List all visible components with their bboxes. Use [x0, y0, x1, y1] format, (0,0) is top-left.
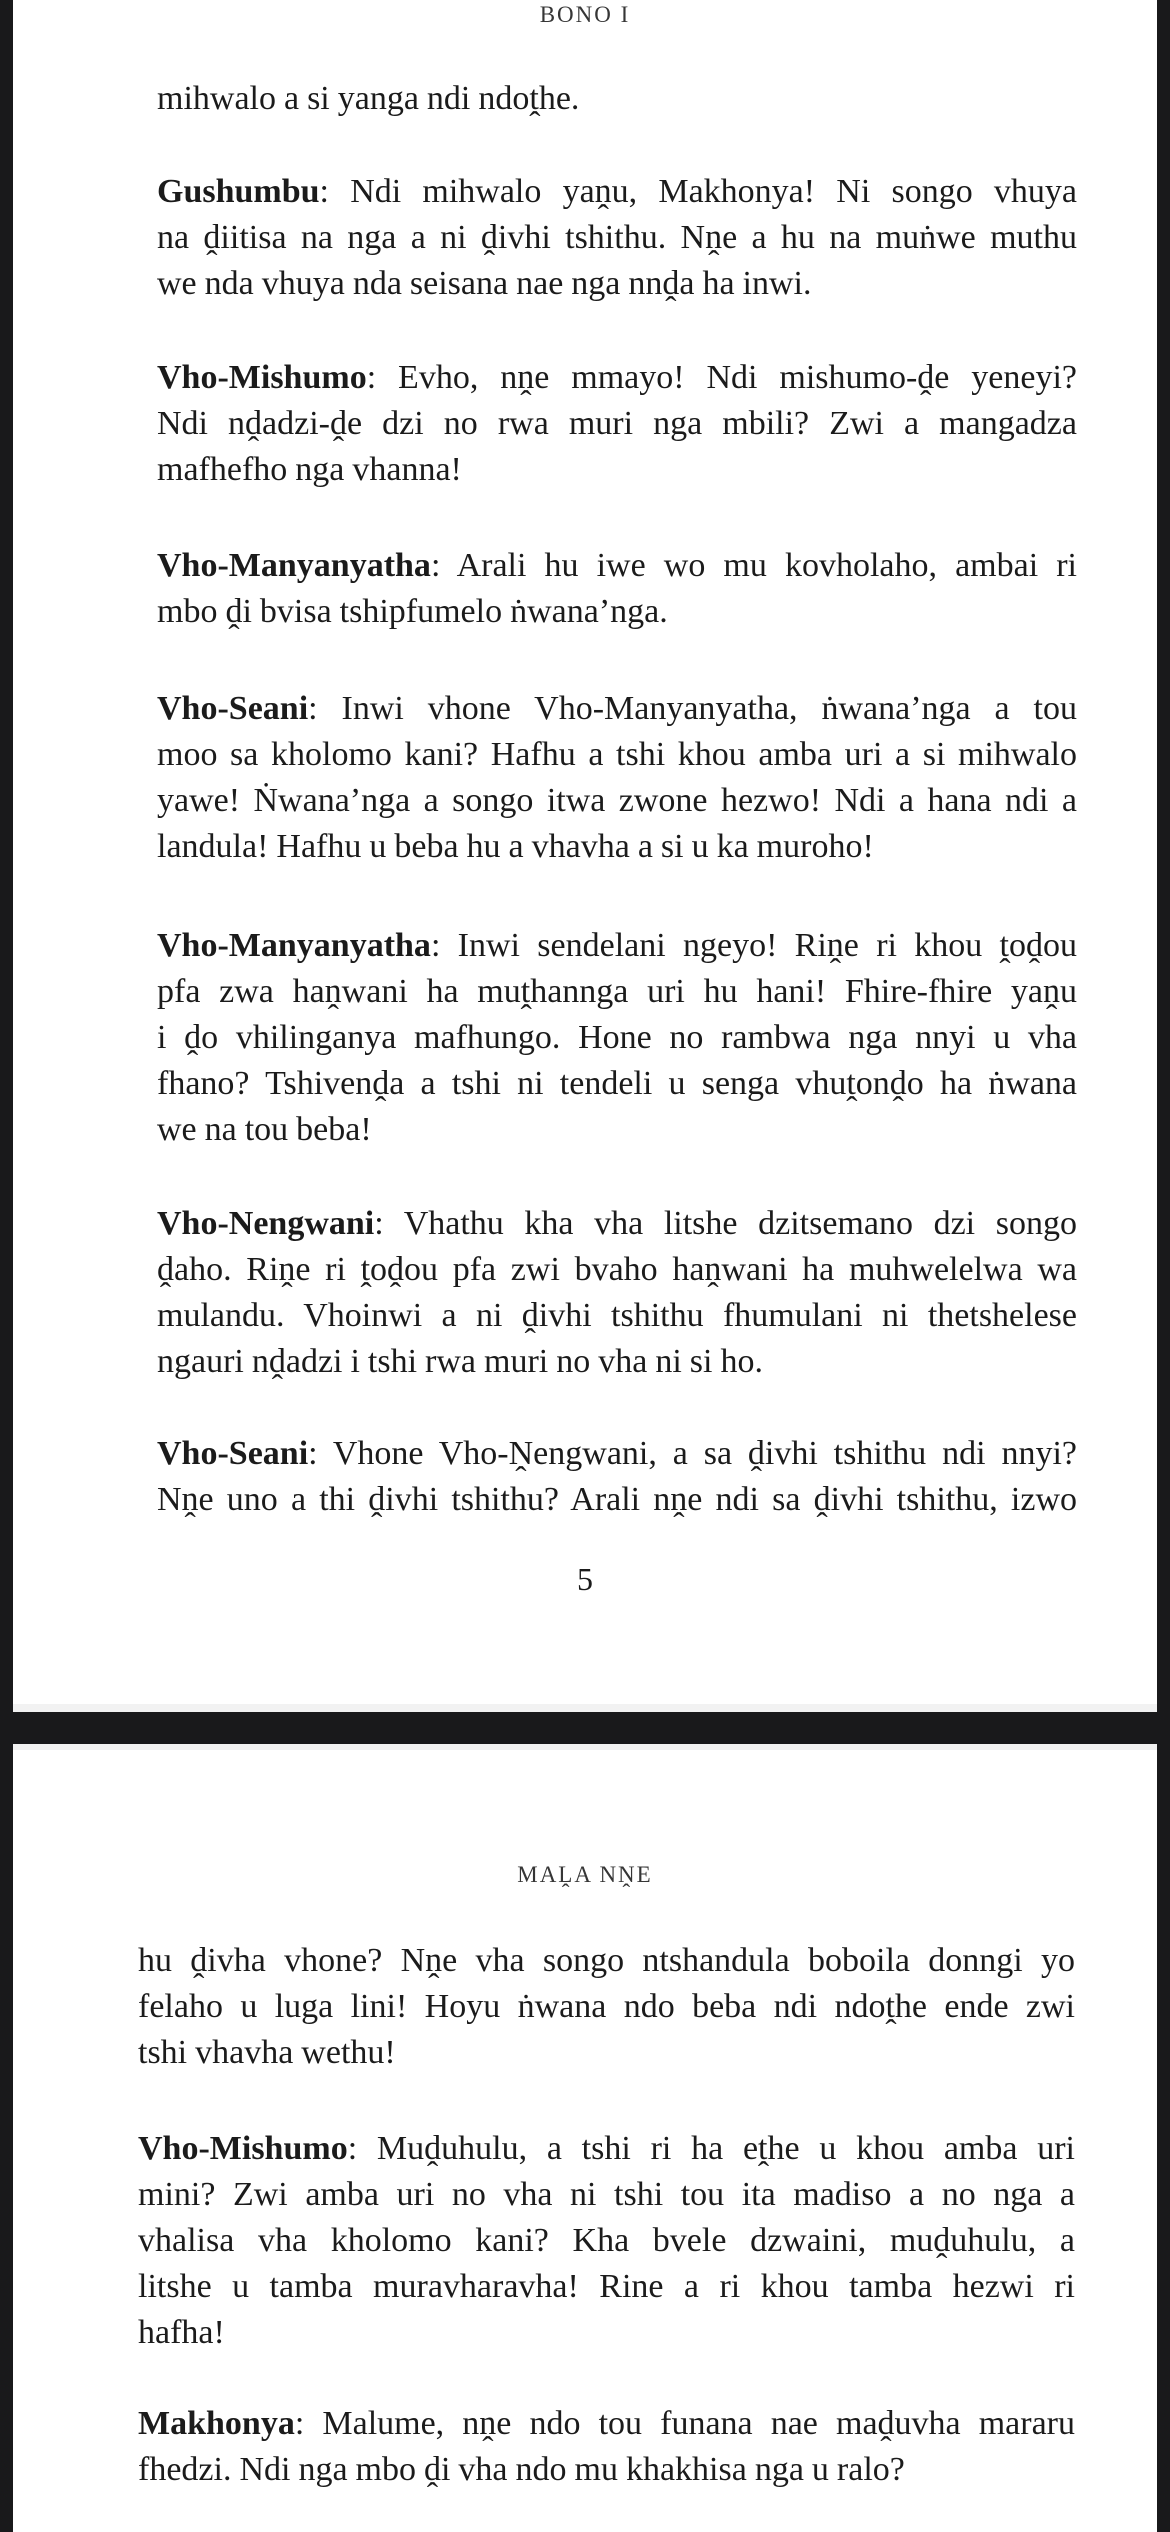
text-line: mafhefho nga vhanna! [157, 451, 462, 488]
dialogue-paragraph [157, 923, 1077, 1153]
text-line: ngauri nḓadzi i tshi rwa muri no vha ni si ho. [157, 1343, 763, 1380]
text-line: mbo ḓi bvisa tshipfumelo ṅwana’nga. [157, 593, 668, 630]
speaker-name: Makhonya [138, 2405, 295, 2442]
text-line: i ḓo vhilinganya mafhungo. Hone no rambwa nga nnyi u vha [157, 1019, 1077, 1056]
text-line: mulandu. Vhoinwi a ni ḓivhi tshithu fhumulani ni thetshelese [157, 1297, 1077, 1334]
text-line: Ndi nḓadzi-ḓe dzi no rwa muri nga mbili? Zwi a mangadza [157, 405, 1077, 442]
running-header-page-top: BONO I [539, 2, 631, 27]
text-line: we na tou beba! [157, 1111, 372, 1148]
text-line: Vho-Mishumo: Evho, nṋe mmayo! Ndi mishumo-ḓe yeneyi? [157, 359, 1077, 396]
text-line: vhalisa vha kholomo kani? Kha bvele dzwaini, muḓuhulu, a [138, 2222, 1075, 2259]
text-line: yawe! Ṅwana’nga a songo itwa zwone hezwo! Ndi a hana ndi a [157, 782, 1077, 819]
text-line: ḓaho. Riṋe ri ṱoḓou pfa zwi bvaho haṋwani ha muhwelelwa wa [157, 1251, 1077, 1288]
text-line: Gushumbu: Ndi mihwalo yaṋu, Makhonya! Ni songo vhuya [157, 173, 1077, 210]
speaker-name: Vho-Manyanyatha [157, 547, 431, 584]
text-line: hu ḓivha vhone? Nṋe vha songo ntshandula boboila donngi yo [138, 1942, 1075, 1979]
speaker-name: Vho-Mishumo [138, 2130, 348, 2167]
text-line: fhedzi. Ndi nga mbo ḓi vha ndo mu khakhisa nga u ralo? [138, 2451, 905, 2488]
text-line: moo sa kholomo kani? Hafhu a tshi khou amba uri a si mihwalo [157, 736, 1077, 773]
text-line: Vho-Seani: Vhone Vho-Ṋengwani, a sa ḓivhi tshithu ndi nnyi? [157, 1435, 1077, 1472]
speaker-name: Vho-Mishumo [157, 359, 367, 396]
page-number: 5 [577, 1561, 593, 1597]
text-line: Vho-Manyanyatha: Arali hu iwe wo mu kovholaho, ambai ri [157, 547, 1077, 584]
text-line: landula! Hafhu u beba hu a vhavha a si u ka muroho! [157, 828, 874, 865]
text-line: felaho u luga lini! Hoyu ṅwana ndo beba ndi ndoṱhe ende zwi [138, 1988, 1075, 2025]
text-line: Vho-Manyanyatha: Inwi sendelani ngeyo! Riṋe ri khou ṱoḓou [157, 927, 1077, 964]
text-line: Nṋe uno a thi ḓivhi tshithu? Arali nṋe ndi sa ḓivhi tshithu, izwo [157, 1481, 1077, 1518]
text-line: litshe u tamba muravharavha! Rine a ri khou tamba hezwi ri [138, 2268, 1075, 2305]
dialogue-paragraph [157, 355, 1077, 493]
dialogue-paragraph [157, 76, 1077, 122]
text-line: fhano? Tshivenḓa a tshi ni tendeli u senga vhuṱonḓo ha ṅwana [157, 1065, 1077, 1102]
dialogue-paragraph [157, 169, 1077, 307]
dialogue-paragraph [157, 1201, 1077, 1385]
speaker-name: Vho-Seani [157, 1435, 309, 1472]
speaker-name: Gushumbu [157, 173, 320, 210]
dialogue-paragraph [138, 2401, 1075, 2493]
text-line: Makhonya: Malume, nṋe ndo tou funana nae maḓuvha mararu [138, 2405, 1075, 2442]
text-line: Vho-Mishumo: Muḓuhulu, a tshi ri ha eṱhe u khou amba uri [138, 2130, 1075, 2167]
text-line: Vho-Nengwani: Vhathu kha vha litshe dzitsemano dzi songo [157, 1205, 1077, 1242]
dialogue-paragraph [138, 2126, 1075, 2356]
text-line: we nda vhuya nda seisana nae nga nnḓa ha inwi. [157, 265, 812, 302]
text-line: tshi vhavha wethu! [138, 2034, 396, 2071]
running-header-page-bottom: MAḼA NṊE [517, 1862, 653, 1887]
text-line: pfa zwa haṋwani ha muṱhannga uri hu hani! Fhire-fhire yaṋu [157, 973, 1077, 1010]
speaker-name: Vho-Manyanyatha [157, 927, 431, 964]
dialogue-paragraph [157, 1431, 1077, 1523]
text-line: hafha! [138, 2314, 225, 2351]
dialogue-paragraph [157, 543, 1077, 635]
speaker-name: Vho-Nengwani [157, 1205, 375, 1242]
text-line: Vho-Seani: Inwi vhone Vho-Manyanyatha, ṅwana’nga a tou [157, 690, 1077, 727]
dialogue-paragraph [138, 1938, 1075, 2076]
text-line: na ḓiitisa na nga a ni ḓivhi tshithu. Nṋe a hu na muṅwe muthu [157, 219, 1077, 256]
dialogue-paragraph [157, 686, 1077, 870]
text-line: mini? Zwi amba uri no vha ni tshi tou ita madiso a no nga a [138, 2176, 1075, 2213]
text-line: mihwalo a si yanga ndi ndoṱhe. [157, 80, 580, 117]
speaker-name: Vho-Seani [157, 690, 309, 727]
